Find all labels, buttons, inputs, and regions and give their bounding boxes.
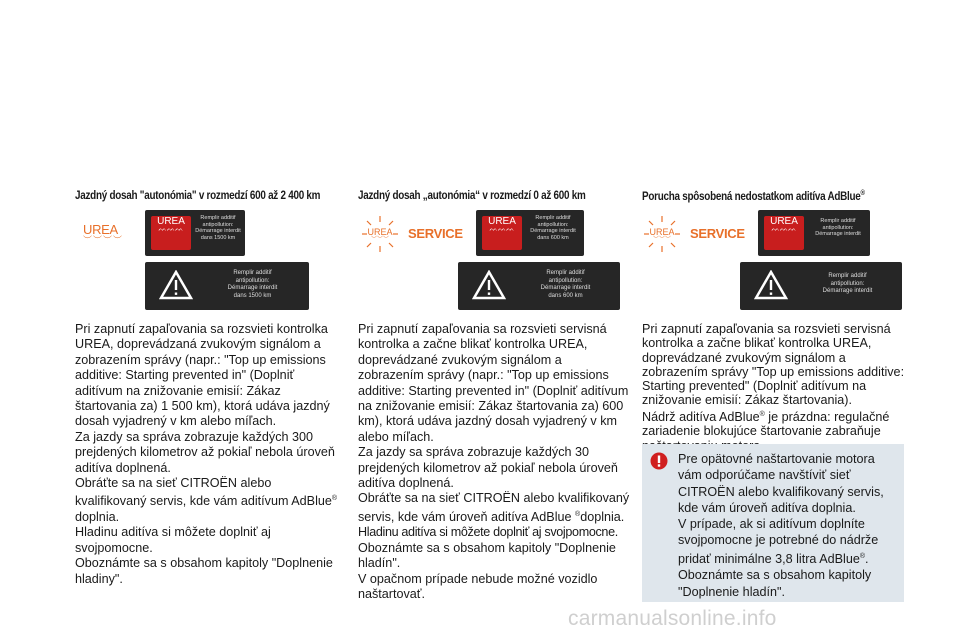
urea-badge	[151, 216, 191, 250]
wave-icon: ᨓᨓᨓ	[489, 226, 515, 233]
body-text	[358, 322, 630, 603]
paragraph: Pri zapnutí zapaľovania sa rozsvieti servisná kontrolka a začne blikať kontrolka UREA, doprevádzané zvukovým signálom a zobrazením správy (napr.: "Top up emissions additive: Starting prevented in" (Doplniť aditívum na znižovanie emisií: Zákaz štartovania za) 600 km), ktorá udáva jazdný dosah vyjadrený v km alebo míľach.	[358, 322, 629, 444]
urea-warning-icon	[83, 222, 123, 243]
display-panel-large	[740, 262, 902, 310]
urea-flashing-icon	[360, 214, 400, 254]
paragraph: Oboznámte sa s obsahom kapitoly "Doplnenie hladiny".	[75, 556, 333, 586]
display-panel-large	[145, 262, 309, 310]
paragraph-text: Nádrž aditíva AdBlue	[642, 409, 760, 424]
section-heading: Jazdný dosah "autonómia" v rozmedzí 600 až 2 400 km	[75, 190, 321, 202]
panel-line: antipollution:	[548, 277, 583, 284]
paragraph	[75, 476, 340, 525]
panel-line: Démarrage interdit	[195, 228, 241, 234]
panel-line: Remplir additif	[546, 270, 585, 276]
display-row-large	[358, 262, 630, 314]
paragraph	[358, 491, 630, 525]
panel-message	[193, 215, 243, 241]
paragraph: Za jazdy sa správa zobrazuje každých 30 prejdených kilometrov až pokiaľ nebola úroveň aditíva doplnená.	[358, 445, 618, 491]
panel-line: antipollution:	[830, 280, 865, 287]
panel-line: Démarrage interdit	[822, 288, 873, 294]
display-panel-large	[458, 262, 620, 310]
panel-line: antipollution:	[537, 221, 569, 228]
panel-line: Remplir additif	[820, 218, 856, 224]
registered-mark: ®	[575, 510, 581, 518]
panel-line: Démarrage interdit	[227, 285, 278, 291]
note-paragraph	[678, 516, 898, 567]
paragraph: V opačnom prípade nebude možné vozidlo naštartovať.	[358, 571, 598, 602]
urea-flashing-icon	[642, 214, 682, 254]
display-row-large	[75, 262, 340, 314]
urea-label: UREA	[367, 227, 393, 237]
warning-triangle-icon	[159, 270, 193, 300]
warning-note-box	[642, 444, 904, 602]
urea-badge-label: UREA	[488, 216, 516, 227]
paragraph-text: doplnia.	[580, 510, 625, 525]
panel-message	[808, 218, 868, 238]
wave-icon: ᨓᨓᨓ	[771, 226, 797, 233]
column-adblue-failure	[642, 190, 912, 453]
note-paragraph-text: V prípade, ak si aditívum doplníte svojpomocne je potrebné do nádrže pridať minimálne 3,8 litra AdBlue	[678, 517, 879, 566]
wave-icon: ︶︶︶︶	[83, 235, 124, 245]
registered-mark: ®	[759, 410, 765, 418]
paragraph: Za jazdy sa správa zobrazuje každých 300 prejdených kilometrov až pokiaľ nebola úroveň aditíva doplnená.	[75, 429, 335, 475]
panel-line: Remplir additif	[828, 273, 867, 279]
column-autonomy-0-600	[358, 190, 630, 603]
watermark: carmanualsonline.info	[568, 607, 777, 630]
alert-icon	[650, 452, 668, 470]
panel-line: Démarrage interdit	[530, 228, 576, 234]
wave-icon: ︶︶︶	[652, 237, 672, 243]
panel-line: Remplir additif	[233, 270, 272, 276]
paragraph-text: Obráťte sa na sieť CITROËN alebo kvalifikovaný servis, kde vám úroveň aditíva AdBlue	[358, 491, 630, 525]
urea-badge-label: UREA	[157, 216, 185, 227]
body-text	[75, 322, 340, 587]
urea-label: UREA	[649, 227, 675, 237]
wave-icon: ︶︶︶	[370, 237, 390, 243]
display-row-large	[642, 262, 912, 314]
urea-label: UREA	[83, 222, 118, 237]
urea-badge-label: UREA	[770, 216, 798, 227]
paragraph-text: je prázdna: regulačné zariadenie blokujúce štartovanie zabraňuje	[642, 409, 890, 439]
note-paragraph: Pre opätovné naštartovanie motora vám odporúčame navštíviť sieť CITROËN alebo kvalifikovaný servis, kde vám úroveň aditíva doplnia.	[678, 452, 884, 515]
note-paragraph-text: .	[865, 551, 869, 566]
panel-message	[205, 270, 300, 300]
paragraph-text: Obráťte sa na sieť CITROËN alebo kvalifikovaný servis, kde vám aditívum AdBlue	[75, 476, 332, 509]
display-panel-small	[476, 210, 584, 256]
registered-mark: ®	[331, 495, 338, 503]
panel-line: antipollution:	[822, 224, 854, 231]
column-autonomy-600-2400	[75, 190, 340, 587]
registered-mark: ®	[860, 190, 865, 197]
urea-badge	[482, 216, 522, 250]
section-heading	[642, 190, 874, 206]
panel-message	[518, 270, 613, 300]
service-indicator-icon: SERVICE	[408, 226, 463, 241]
display-panel-small	[758, 210, 870, 256]
panel-line: Remplir additif	[200, 215, 236, 221]
warning-triangle-icon	[472, 270, 506, 300]
display-panel-small	[145, 210, 245, 256]
panel-line: dans 1500 km	[200, 234, 236, 241]
section-heading-text: Porucha spôsobená nedostatkom aditíva AdBlue	[642, 190, 861, 203]
panel-line: Démarrage interdit	[815, 231, 861, 237]
note-text	[678, 451, 898, 600]
indicator-row	[75, 210, 340, 262]
panel-line: Démarrage interdit	[540, 285, 591, 291]
warning-triangle-icon	[754, 270, 788, 300]
panel-line: dans 1500 km	[233, 292, 272, 299]
paragraph: Hladinu aditíva si môžete doplniť aj svojpomocne.	[358, 525, 618, 540]
registered-mark: ®	[859, 552, 865, 560]
panel-message	[800, 273, 895, 296]
body-text	[642, 322, 912, 453]
service-indicator-icon: SERVICE	[690, 226, 745, 241]
panel-line: dans 600 km	[537, 234, 569, 241]
indicator-row	[358, 210, 630, 262]
note-paragraph: Oboznámte sa s obsahom kapitoly "Doplnenie hladín".	[678, 568, 872, 599]
panel-message	[524, 215, 582, 241]
paragraph: Oboznámte sa s obsahom kapitoly "Doplnenie hladín".	[358, 540, 616, 571]
paragraph: Pri zapnutí zapaľovania sa rozsvieti servisná kontrolka a začne blikať kontrolka UREA, doprevádzané zvukovým signálom a zobrazením správy "Top up emissions additive: Starting prevented" (Doplniť aditívum na znižovanie emisií: Zákaz štartovania).	[642, 322, 905, 408]
paragraph: Hladinu aditíva si môžete doplniť aj svojpomocne.	[75, 525, 271, 555]
section-heading: Jazdný dosah „autonómia“ v rozmedzí 0 až 600 km	[358, 190, 586, 202]
panel-line: antipollution:	[202, 221, 234, 228]
paragraph-text: doplnia.	[75, 510, 120, 525]
indicator-row	[642, 210, 912, 262]
panel-line: antipollution:	[235, 277, 270, 284]
panel-line: Remplir additif	[535, 215, 571, 221]
panel-line: dans 600 km	[548, 292, 583, 299]
paragraph: Pri zapnutí zapaľovania sa rozsvieti kontrolka UREA, doprevádzaná zvukovým signálom a zobrazením správy (napr.: "Top up emissions additive: Starting prevented in" (Doplniť aditívum na znižovanie emisií: Zákaz štartovania za) 1 500 km), ktorá udáva jazdný dosah vyjadrený v km alebo míľach.	[75, 322, 330, 429]
wave-icon: ᨓᨓᨓ	[158, 226, 184, 233]
urea-badge	[764, 216, 804, 250]
